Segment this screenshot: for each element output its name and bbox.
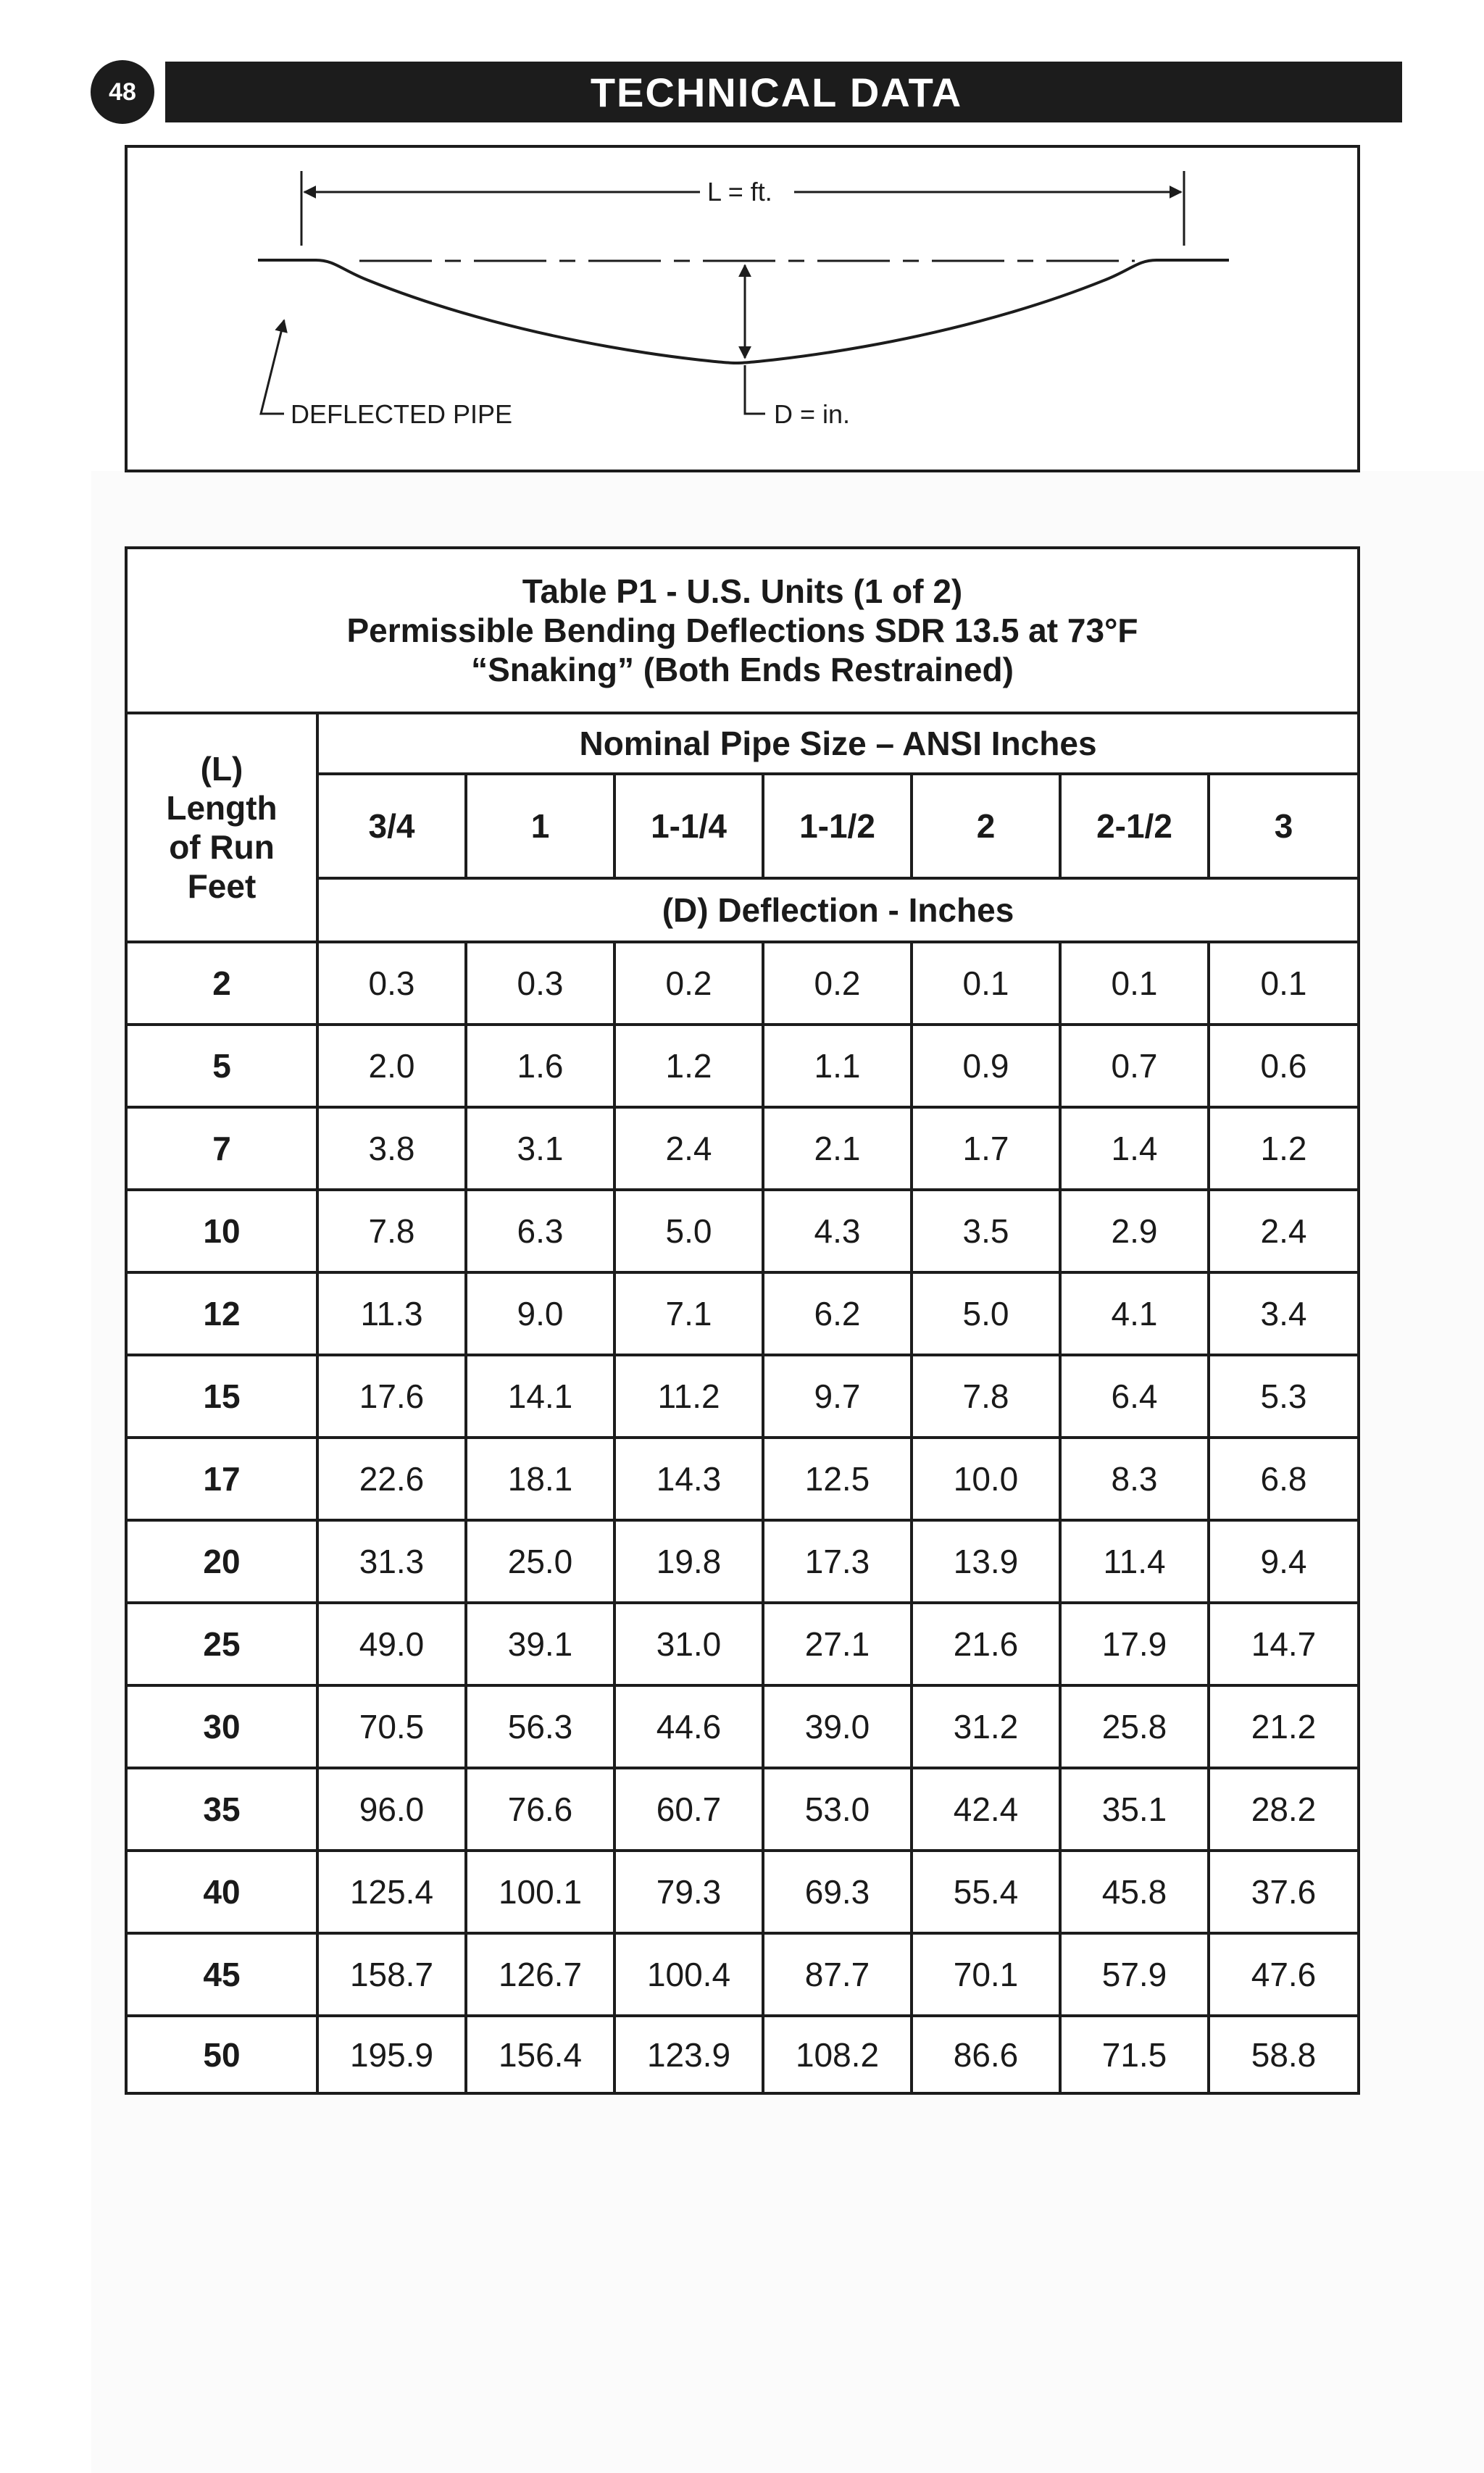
table-subtitle: Permissible Bending Deflections SDR 13.5 at 73°F bbox=[346, 612, 1138, 649]
size-column-header: 2 bbox=[913, 775, 1062, 880]
deflection-value-cell: 42.4 bbox=[913, 1769, 1062, 1852]
row-length-cell: 10 bbox=[128, 1191, 319, 1274]
length-header-line: (L) bbox=[200, 750, 243, 788]
size-column-header: 1-1/2 bbox=[764, 775, 913, 880]
row-length-cell: 45 bbox=[128, 1935, 319, 2017]
deflection-value-cell: 0.2 bbox=[764, 943, 913, 1026]
size-column-header: 1 bbox=[467, 775, 616, 880]
table-title: Table P1 - U.S. Units (1 of 2) bbox=[522, 572, 963, 610]
deflection-value-cell: 11.3 bbox=[319, 1274, 467, 1356]
deflection-value-cell: 17.9 bbox=[1062, 1604, 1210, 1687]
deflection-leader bbox=[745, 365, 765, 414]
deflection-value-cell: 35.1 bbox=[1062, 1769, 1210, 1852]
deflection-value-cell: 108.2 bbox=[764, 2017, 913, 2092]
deflection-value-cell: 57.9 bbox=[1062, 1935, 1210, 2017]
row-length-cell: 15 bbox=[128, 1356, 319, 1439]
section-title: TECHNICAL DATA bbox=[590, 69, 963, 115]
deflection-value-cell: 0.1 bbox=[1210, 943, 1357, 1026]
page-number-badge bbox=[91, 60, 154, 124]
deflection-value-cell: 55.4 bbox=[913, 1852, 1062, 1935]
row-length-cell: 5 bbox=[128, 1026, 319, 1109]
size-column-header: 3 bbox=[1210, 775, 1357, 880]
deflection-value-cell: 8.3 bbox=[1062, 1439, 1210, 1522]
deflection-value-cell: 2.4 bbox=[1210, 1191, 1357, 1274]
deflection-value-cell: 2.1 bbox=[764, 1109, 913, 1191]
deflection-label: D = in. bbox=[774, 399, 851, 429]
deflection-value-cell: 3.8 bbox=[319, 1109, 467, 1191]
deflection-value-cell: 5.3 bbox=[1210, 1356, 1357, 1439]
deflection-value-cell: 45.8 bbox=[1062, 1852, 1210, 1935]
pipe-leader bbox=[261, 320, 284, 414]
deflection-value-cell: 6.4 bbox=[1062, 1356, 1210, 1439]
deflection-value-cell: 39.1 bbox=[467, 1604, 616, 1687]
deflection-value-cell: 17.6 bbox=[319, 1356, 467, 1439]
deflection-value-cell: 53.0 bbox=[764, 1769, 913, 1852]
deflection-value-cell: 1.6 bbox=[467, 1026, 616, 1109]
deflection-value-cell: 9.0 bbox=[467, 1274, 616, 1356]
deflection-value-cell: 87.7 bbox=[764, 1935, 913, 2017]
deflection-value-cell: 125.4 bbox=[319, 1852, 467, 1935]
deflection-value-cell: 1.2 bbox=[616, 1026, 764, 1109]
deflection-value-cell: 5.0 bbox=[913, 1274, 1062, 1356]
row-length-cell: 2 bbox=[128, 943, 319, 1026]
deflection-value-cell: 14.7 bbox=[1210, 1604, 1357, 1687]
row-length-cell: 50 bbox=[128, 2017, 319, 2092]
deflection-value-cell: 0.3 bbox=[467, 943, 616, 1026]
deflection-value-cell: 10.0 bbox=[913, 1439, 1062, 1522]
deflection-value-cell: 17.3 bbox=[764, 1522, 913, 1604]
deflection-value-cell: 0.9 bbox=[913, 1026, 1062, 1109]
table-condition: “Snaking” (Both Ends Restrained) bbox=[471, 651, 1014, 688]
length-label: L = ft. bbox=[707, 177, 772, 207]
deflection-table bbox=[125, 546, 1360, 2095]
length-header-line: of Run bbox=[169, 828, 275, 866]
deflected-pipe-curve bbox=[258, 260, 1229, 363]
deflection-value-cell: 44.6 bbox=[616, 1687, 764, 1769]
deflection-value-cell: 1.1 bbox=[764, 1026, 913, 1109]
deflection-value-cell: 5.0 bbox=[616, 1191, 764, 1274]
deflection-value-cell: 13.9 bbox=[913, 1522, 1062, 1604]
deflection-value-cell: 4.1 bbox=[1062, 1274, 1210, 1356]
deflection-value-cell: 18.1 bbox=[467, 1439, 616, 1522]
nominal-size-header: Nominal Pipe Size – ANSI Inches bbox=[319, 714, 1357, 775]
deflection-diagram bbox=[125, 145, 1360, 472]
deflection-value-cell: 1.4 bbox=[1062, 1109, 1210, 1191]
deflection-value-cell: 158.7 bbox=[319, 1935, 467, 2017]
deflection-value-cell: 3.4 bbox=[1210, 1274, 1357, 1356]
deflection-value-cell: 19.8 bbox=[616, 1522, 764, 1604]
deflection-value-cell: 60.7 bbox=[616, 1769, 764, 1852]
deflection-value-cell: 0.1 bbox=[1062, 943, 1210, 1026]
deflection-value-cell: 28.2 bbox=[1210, 1769, 1357, 1852]
deflection-value-cell: 25.0 bbox=[467, 1522, 616, 1604]
deflection-value-cell: 96.0 bbox=[319, 1769, 467, 1852]
row-length-cell: 30 bbox=[128, 1687, 319, 1769]
deflection-value-cell: 3.5 bbox=[913, 1191, 1062, 1274]
row-length-cell: 25 bbox=[128, 1604, 319, 1687]
size-column-header: 3/4 bbox=[319, 775, 467, 880]
deflection-value-cell: 31.2 bbox=[913, 1687, 1062, 1769]
deflection-value-cell: 0.2 bbox=[616, 943, 764, 1026]
section-header bbox=[165, 62, 1402, 122]
deflection-value-cell: 31.0 bbox=[616, 1604, 764, 1687]
deflection-value-cell: 37.6 bbox=[1210, 1852, 1357, 1935]
deflection-value-cell: 21.6 bbox=[913, 1604, 1062, 1687]
deflection-value-cell: 56.3 bbox=[467, 1687, 616, 1769]
deflection-value-cell: 70.1 bbox=[913, 1935, 1062, 2017]
deflection-value-cell: 25.8 bbox=[1062, 1687, 1210, 1769]
deflection-value-cell: 11.4 bbox=[1062, 1522, 1210, 1604]
deflection-value-cell: 0.1 bbox=[913, 943, 1062, 1026]
deflection-value-cell: 69.3 bbox=[764, 1852, 913, 1935]
deflection-value-cell: 126.7 bbox=[467, 1935, 616, 2017]
deflection-value-cell: 79.3 bbox=[616, 1852, 764, 1935]
deflection-value-cell: 9.4 bbox=[1210, 1522, 1357, 1604]
deflection-value-cell: 14.1 bbox=[467, 1356, 616, 1439]
deflection-value-cell: 6.2 bbox=[764, 1274, 913, 1356]
row-length-cell: 17 bbox=[128, 1439, 319, 1522]
deflection-value-cell: 1.2 bbox=[1210, 1109, 1357, 1191]
deflection-value-cell: 7.8 bbox=[913, 1356, 1062, 1439]
deflection-value-cell: 156.4 bbox=[467, 2017, 616, 2092]
deflection-value-cell: 195.9 bbox=[319, 2017, 467, 2092]
deflection-value-cell: 1.7 bbox=[913, 1109, 1062, 1191]
deflection-value-cell: 4.3 bbox=[764, 1191, 913, 1274]
deflection-value-cell: 2.4 bbox=[616, 1109, 764, 1191]
length-header-line: Feet bbox=[187, 867, 257, 905]
deflection-value-cell: 100.1 bbox=[467, 1852, 616, 1935]
deflection-value-cell: 0.6 bbox=[1210, 1026, 1357, 1109]
deflection-value-cell: 71.5 bbox=[1062, 2017, 1210, 2092]
deflection-value-cell: 12.5 bbox=[764, 1439, 913, 1522]
deflection-value-cell: 0.3 bbox=[319, 943, 467, 1026]
deflection-value-cell: 6.3 bbox=[467, 1191, 616, 1274]
deflection-value-cell: 6.8 bbox=[1210, 1439, 1357, 1522]
deflected-pipe-label: DEFLECTED PIPE bbox=[291, 399, 513, 429]
deflection-header: (D) Deflection - Inches bbox=[319, 880, 1357, 943]
deflection-value-cell: 21.2 bbox=[1210, 1687, 1357, 1769]
deflection-value-cell: 0.7 bbox=[1062, 1026, 1210, 1109]
deflection-value-cell: 76.6 bbox=[467, 1769, 616, 1852]
deflection-value-cell: 27.1 bbox=[764, 1604, 913, 1687]
deflection-value-cell: 7.1 bbox=[616, 1274, 764, 1356]
deflection-value-cell: 49.0 bbox=[319, 1604, 467, 1687]
row-length-cell: 35 bbox=[128, 1769, 319, 1852]
deflection-value-cell: 3.1 bbox=[467, 1109, 616, 1191]
deflection-value-cell: 31.3 bbox=[319, 1522, 467, 1604]
row-length-cell: 7 bbox=[128, 1109, 319, 1191]
row-length-cell: 20 bbox=[128, 1522, 319, 1604]
deflection-value-cell: 22.6 bbox=[319, 1439, 467, 1522]
deflection-value-cell: 11.2 bbox=[616, 1356, 764, 1439]
deflection-value-cell: 86.6 bbox=[913, 2017, 1062, 2092]
deflection-value-cell: 100.4 bbox=[616, 1935, 764, 2017]
page-number: 48 bbox=[109, 78, 136, 106]
deflection-value-cell: 14.3 bbox=[616, 1439, 764, 1522]
row-length-cell: 12 bbox=[128, 1274, 319, 1356]
deflection-value-cell: 9.7 bbox=[764, 1356, 913, 1439]
size-column-header: 2-1/2 bbox=[1062, 775, 1210, 880]
deflection-value-cell: 47.6 bbox=[1210, 1935, 1357, 2017]
length-header-line: Length bbox=[166, 789, 278, 827]
table-caption bbox=[128, 549, 1357, 714]
row-length-cell: 40 bbox=[128, 1852, 319, 1935]
deflection-value-cell: 70.5 bbox=[319, 1687, 467, 1769]
deflection-value-cell: 123.9 bbox=[616, 2017, 764, 2092]
deflection-value-cell: 7.8 bbox=[319, 1191, 467, 1274]
deflection-value-cell: 2.0 bbox=[319, 1026, 467, 1109]
deflection-value-cell: 58.8 bbox=[1251, 2035, 1317, 2074]
deflection-value-cell: 2.9 bbox=[1062, 1191, 1210, 1274]
length-column-header bbox=[128, 714, 319, 943]
size-column-header: 1-1/4 bbox=[616, 775, 764, 880]
deflection-value-cell: 39.0 bbox=[764, 1687, 913, 1769]
